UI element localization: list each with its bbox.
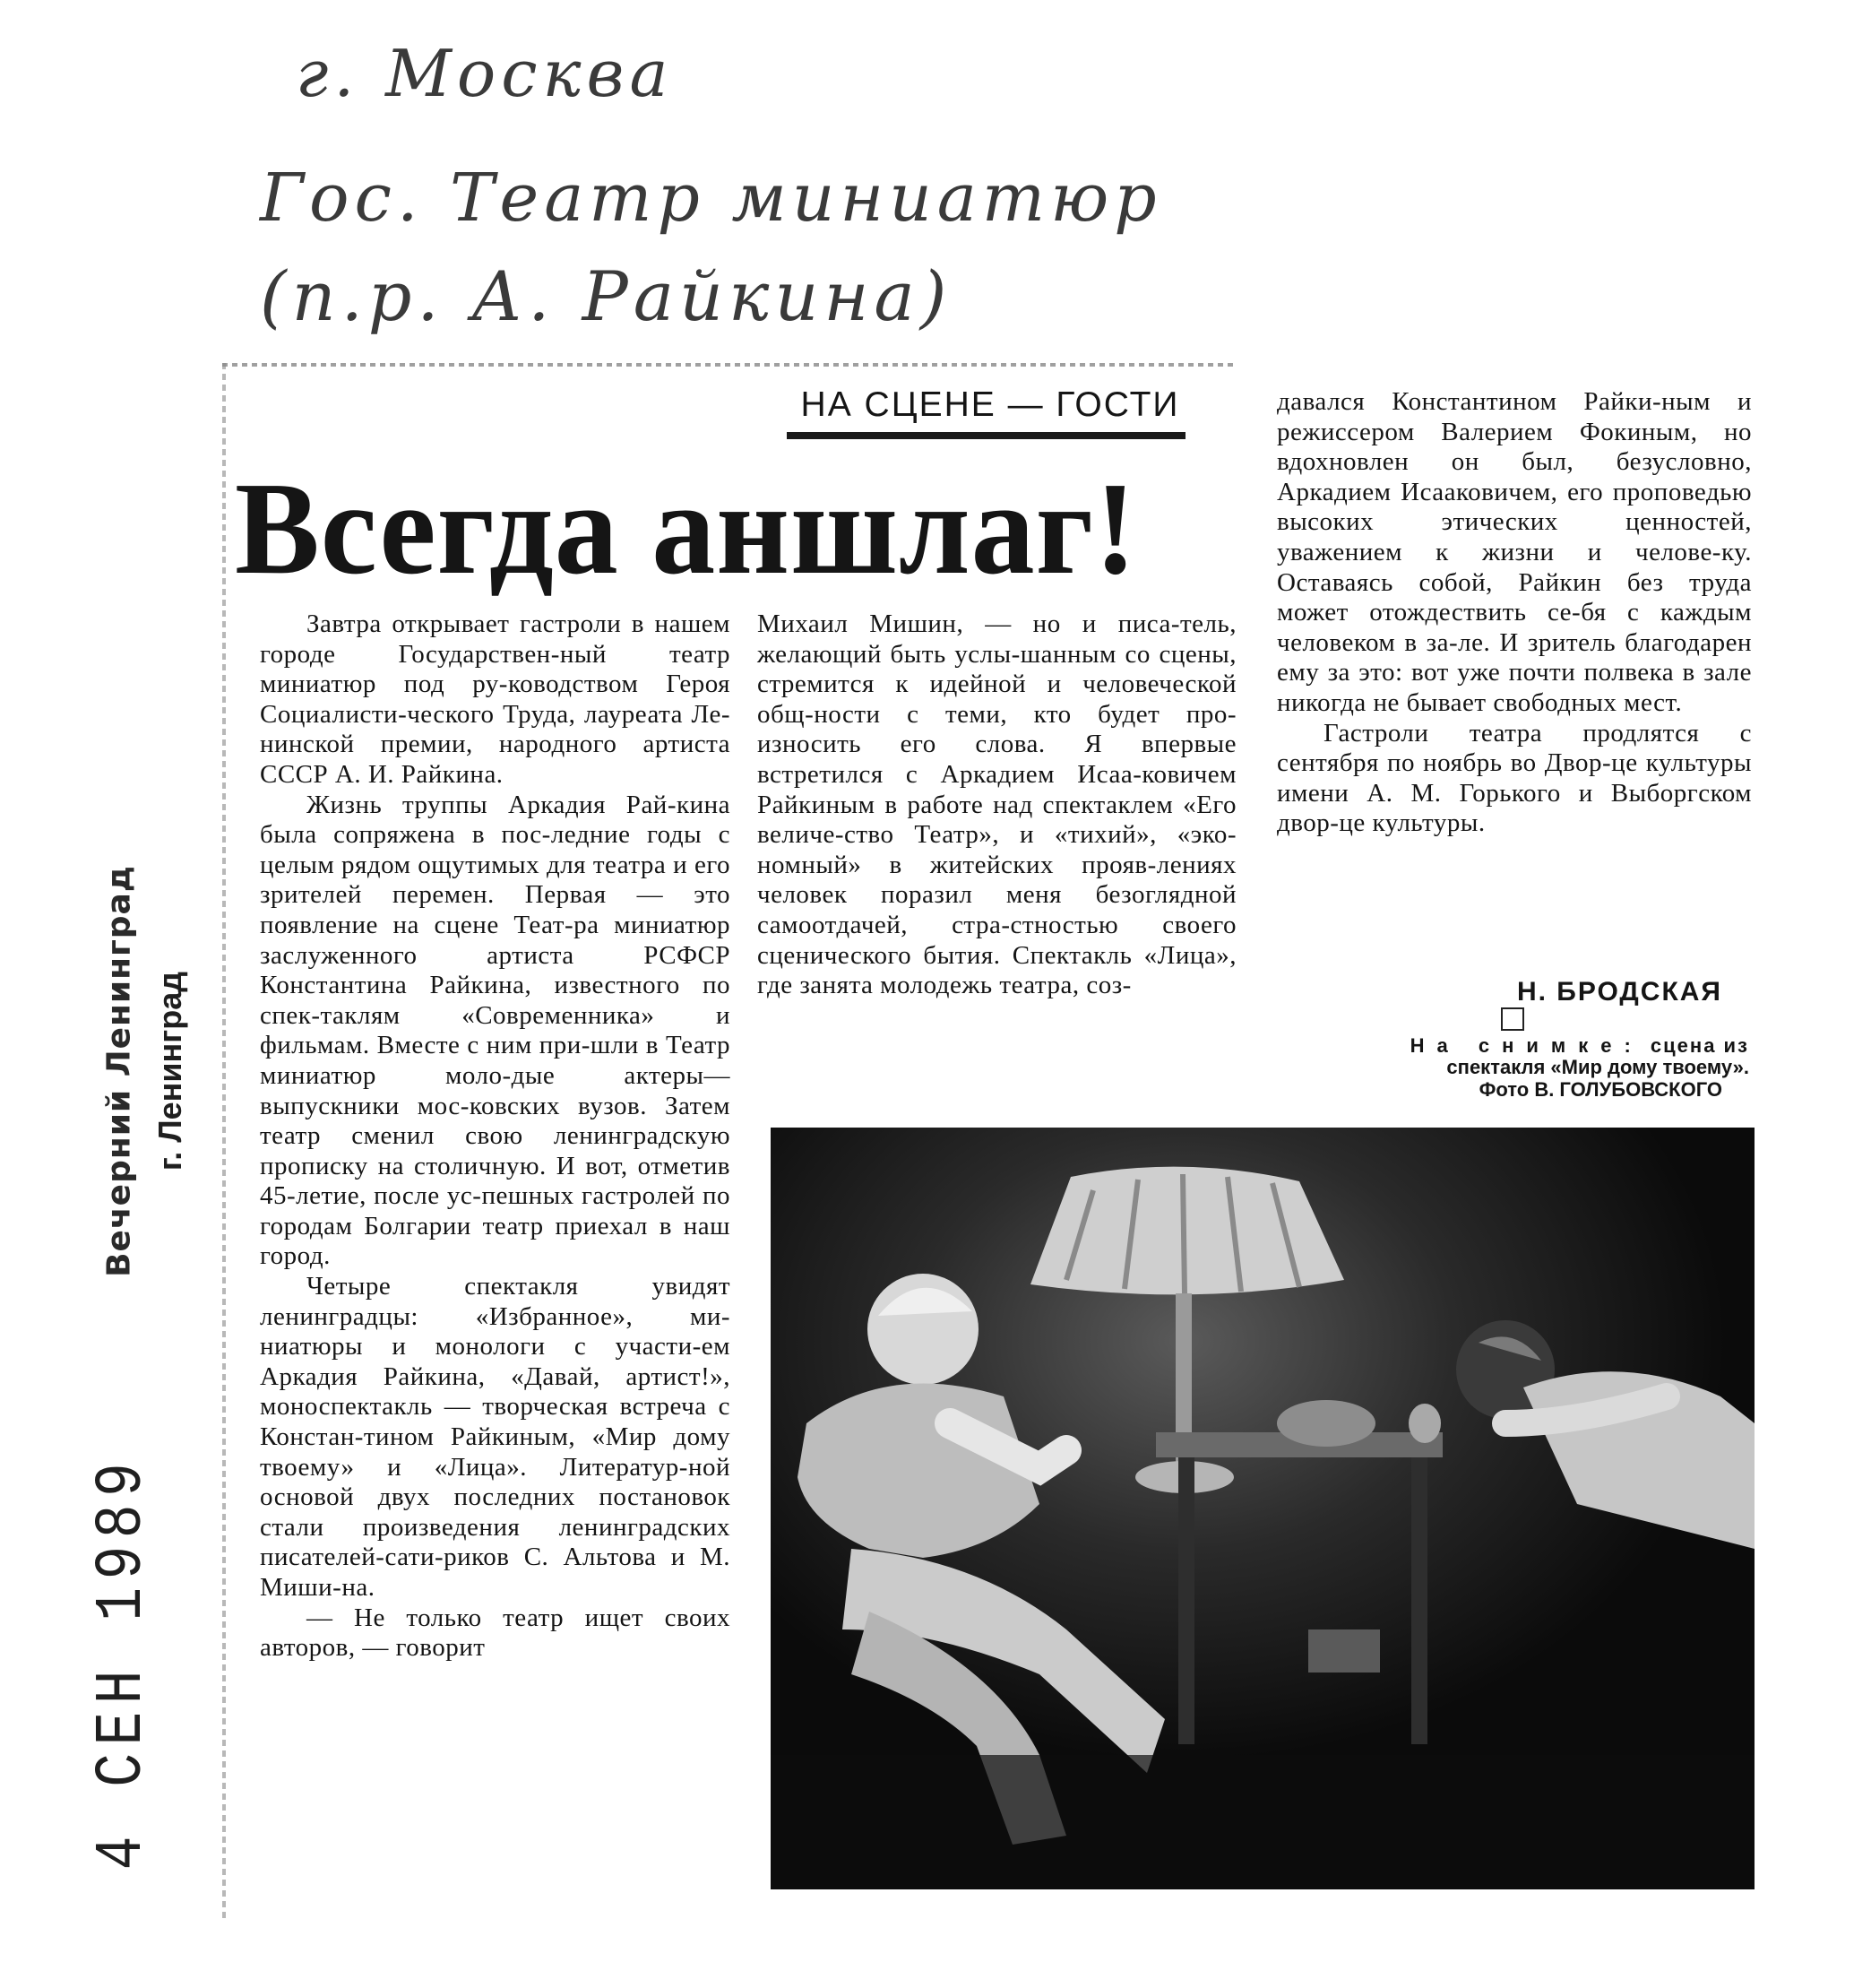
article-column-3 — [1277, 387, 1752, 839]
paragraph: Жизнь труппы Аркадия Рай-кина была сопряжена в пос-ледние годы с целым рядом ощутимых для театра и его зрителей перемен. Первая — это появление на сцене Теат-ра миниатюр заслуженного артиста РСФСР Константина Райкина, известного по спек-таклям «Современника» и фильмам. Вместе с ним при-шли в Театр миниатюр моло-дые актеры—выпускники мос-ковских вузов. Затем театр сменил свою ленинградскую прописку на столичную. И вот, отметив 45-летие, после ус-пешных гастролей по городам Болгарии театр приехал в наш город. — [260, 790, 730, 1271]
author-byline: Н. БРОДСКАЯ — [1516, 977, 1722, 1007]
rubric-underline — [787, 432, 1186, 439]
photo-credit: Фото В. ГОЛУБОВСКОГО — [1479, 1078, 1722, 1101]
paragraph: — Не только театр ищет своих авторов, — говорит — [260, 1603, 730, 1663]
rubric: НА СЦЕНЕ — ГОСТИ — [800, 385, 1180, 424]
photo-caption-line-1 — [1310, 1034, 1749, 1058]
clipping-left-edge — [222, 363, 226, 1923]
stage-photo — [771, 1128, 1755, 1889]
handwritten-theatre: Гос. Театр миниатюр — [260, 160, 1162, 237]
separator-square — [1501, 1007, 1524, 1031]
photo-caption-line-2: спектакля «Мир дому твоему». — [1446, 1056, 1749, 1078]
paragraph: давался Константином Райки-ным и режиссером Валерием Фокиным, но вдохновлен он был, безусловно, Аркадием Исааковичем, его проповедью высоких этических ценностей, уважением к жизни и челове-ку. Оставаясь собой, Райкин без труда может отождествить се-бя с каждым человеком в за-ле. И зритель благодарен ему за это: вот уже почти полвека в зале никогда не бывает свободных мест. — [1277, 387, 1752, 717]
article-column-1 — [260, 609, 730, 1664]
caption-lead: На снимке: — [1410, 1034, 1643, 1057]
stamp-newspaper-name: Вечерний Ленинград — [100, 865, 138, 1277]
paragraph: Четыре спектакля увидят ленинградцы: «Избранное», ми-ниатюры и монологи с участи-ем Аркадия Райкина, «Давай, артист!», моноспектакль — творческая встреча с Констан-тином Райкиным, «Мир дому твоему» и «Лица». Литератур-ной основой двух последних постановок стали произведения ленинградских писателей-сати-риков С. Альтова и М. Миши-на. — [260, 1272, 730, 1602]
paragraph: Гастроли театра продлятся с сентября по ноябрь во Двор-це культуры имени А. М. Горького и Выборгском двор-це культуры. — [1277, 718, 1752, 838]
clipping-top-edge — [222, 363, 1235, 367]
article-column-2 — [757, 609, 1237, 1001]
caption-text: сцена из — [1650, 1034, 1749, 1057]
stamp-city: г. Ленинград — [151, 971, 188, 1171]
handwritten-city: г. Москва — [296, 36, 674, 111]
paragraph: Михаил Мишин, — но и писа-тель, желающий быть услы-шанным со сцены, стремится к идейной и человеческой общ-ности с теми, кто будет про-износить его слова. Я впервые встретился с Аркадием Исаа-ковичем Райкиным в работе над спектаклем «Его величе-ство Театр», и «тихий», «эко-номный» в житейских прояв-лениях человек поразил меня безоглядной самоотдачей, стра-стностью своего сценического бытия. Спектакль «Лица», где занята молодежь театра, соз- — [757, 609, 1237, 1000]
headline: Всегда аншлаг! — [235, 455, 1138, 602]
handwritten-director: (п.р. А. Райкина) — [260, 256, 953, 336]
paragraph: Завтра открывает гастроли в нашем городе Государствен-ный театр миниатюр под ру-ководством Героя Социалисти-ческого Труда, лауреата Ле-нинской премии, народного артиста СССР А. И. Райкина. — [260, 609, 730, 789]
stage-floor — [771, 1755, 1755, 1889]
stamp-date: 4 СЕН 1989 — [85, 1455, 160, 1871]
